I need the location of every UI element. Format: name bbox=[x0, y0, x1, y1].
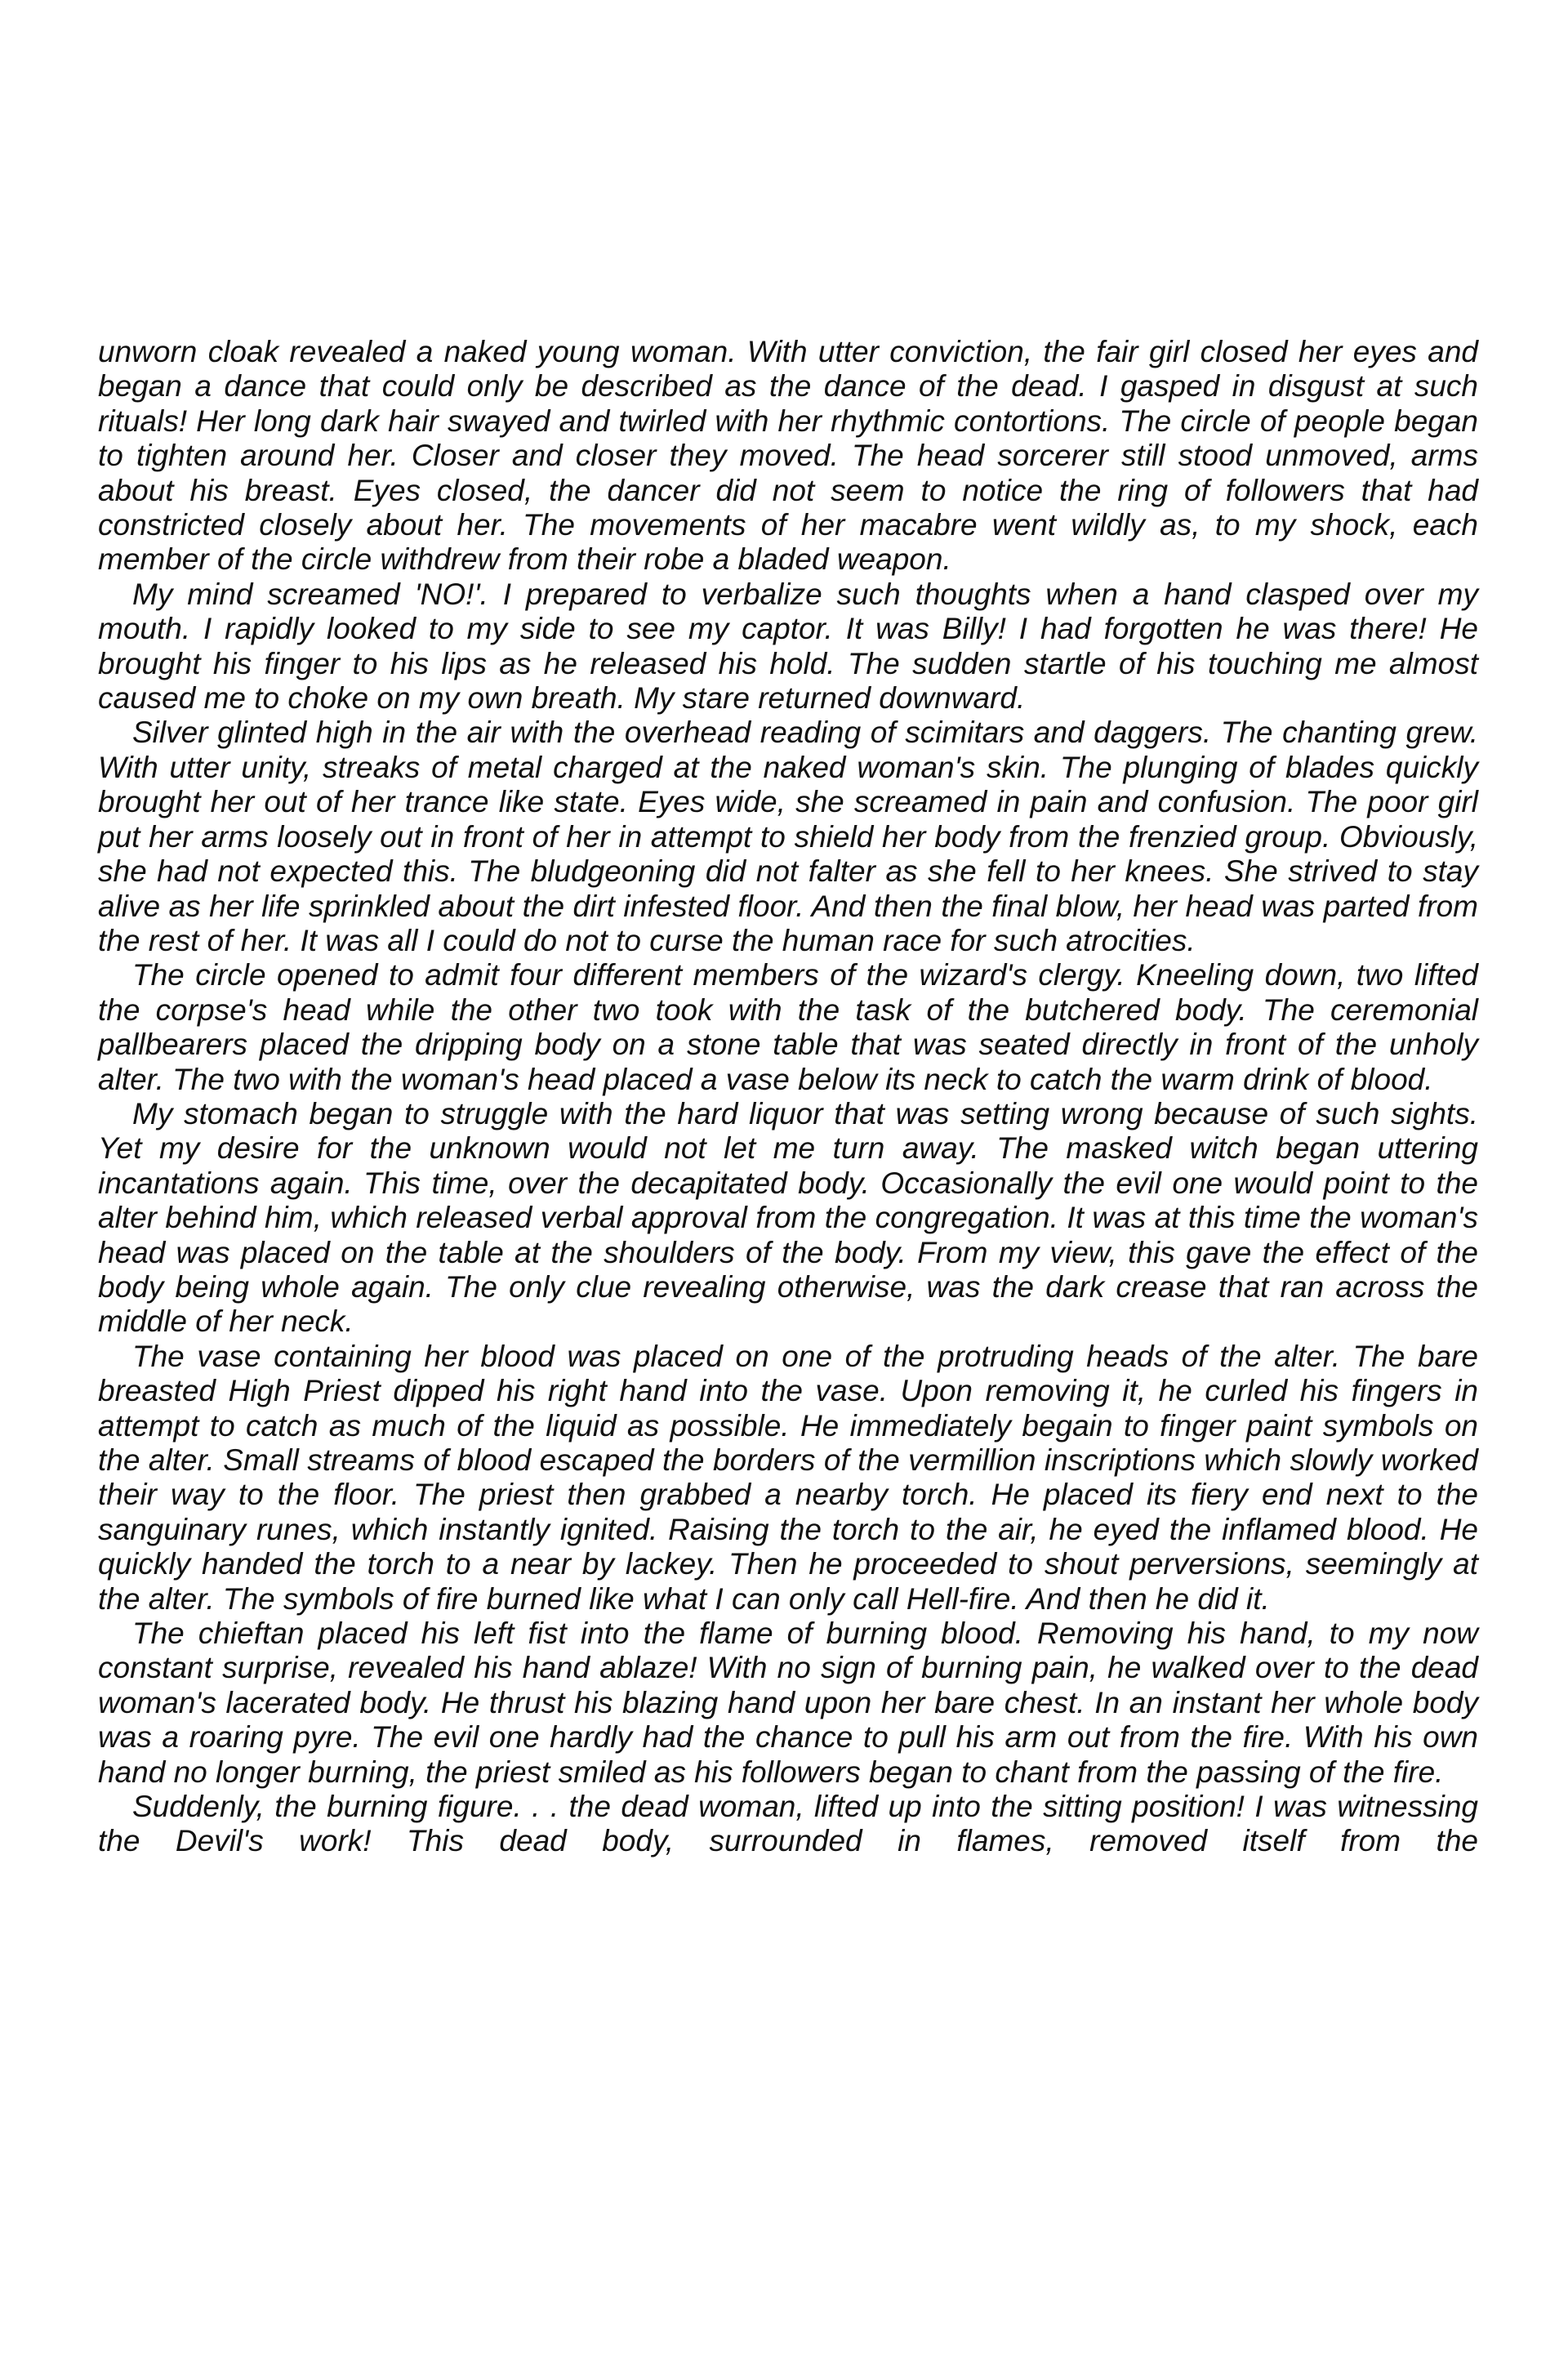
paragraph-7: The chieftan placed his left fist into the flame of burning blood. Removing his hand, to my now constant surprise, revealed his hand ablaze! With no sign of burning pain, he walked over to the dead woman's lacerated body. He thrust his blazing hand upon her bare chest. In an instant her whole body was a roaring pyre. The evil one hardly had the chance to pull his arm out from the fire. With his own hand no longer burning, the priest smiled as his followers began to chant from the passing of the fire. bbox=[98, 1617, 1478, 1789]
paragraph-8: Suddenly, the burning figure. . . the dead woman, lifted up into the sitting position! I was witnessing the Devil's work! This dead body, surrounded in flames, removed itself from the bbox=[98, 1790, 1478, 1858]
paragraph-6: The vase containing her blood was placed on one of the protruding heads of the alter. The bare breasted High Priest dipped his right hand into the vase. Upon removing it, he curled his fingers in attempt to catch as much of the liquid as possible. He immediately begain to finger paint symbols on the alter. Small streams of blood escaped the borders of the vermillion inscriptions which slowly worked their way to the floor. The priest then grabbed a nearby torch. He placed its fiery end next to the sanguinary runes, which instantly ignited. Raising the torch to the air, he eyed the inflamed blood. He quickly handed the torch to a near by lackey. Then he proceeded to shout perversions, seemingly at the alter. The symbols of fire burned like what I can only call Hell-fire. And then he did it. bbox=[98, 1339, 1478, 1616]
paragraph-1: unworn cloak revealed a naked young woman. With utter conviction, the fair girl closed her eyes and began a dance that could only be described as the dance of the dead. I gasped in disgust at such rituals! Her long dark hair swayed and twirled with her rhythmic contortions. The circle of people began to tighten around her. Closer and closer they moved. The head sorcerer still stood unmoved, arms about his breast. Eyes closed, the dancer did not seem to notice the ring of followers that had constricted closely about her. The movements of her macabre went wildly as, to my shock, each member of the circle withdrew from their robe a bladed weapon. bbox=[98, 335, 1478, 577]
paragraph-3: Silver glinted high in the air with the overhead reading of scimitars and daggers. The chanting grew. With utter unity, streaks of metal charged at the naked woman's skin. The plunging of blades quickly brought her out of her trance like state. Eyes wide, she screamed in pain and confusion. The poor girl put her arms loosely out in front of her in attempt to shield her body from the frenzied group. Obviously, she had not expected this. The bludgeoning did not falter as she fell to her knees. She strived to stay alive as her life sprinkled about the dirt infested floor. And then the final blow, her head was parted from the rest of her. It was all I could do not to curse the human race for such atrocities. bbox=[98, 716, 1478, 957]
story-text bbox=[98, 335, 1478, 1859]
paragraph-4: The circle opened to admit four different members of the wizard's clergy. Kneeling down, two lifted the corpse's head while the other two took with the task of the butchered body. The ceremonial pallbearers placed the dripping body on a stone table that was seated directly in front of the unholy alter. The two with the woman's head placed a vase below its neck to catch the warm drink of blood. bbox=[98, 958, 1478, 1096]
paragraph-5: My stomach began to struggle with the hard liquor that was setting wrong because of such sights. Yet my desire for the unknown would not let me turn away. The masked witch began uttering incantations again. This time, over the decapitated body. Occasionally the evil one would point to the alter behind him, which released verbal approval from the congregation. It was at this time the woman's head was placed on the table at the shoulders of the body. From my view, this gave the effect of the body being whole again. The only clue revealing otherwise, was the dark crease that ran across the middle of her neck. bbox=[98, 1096, 1478, 1339]
paragraph-2: My mind screamed 'NO!'. I prepared to verbalize such thoughts when a hand clasped over my mouth. I rapidly looked to my side to see my captor. It was Billy! I had forgotten he was there! He brought his finger to his lips as he released his hold. The sudden startle of his touching me almost caused me to choke on my own breath. My stare returned downward. bbox=[98, 577, 1478, 716]
